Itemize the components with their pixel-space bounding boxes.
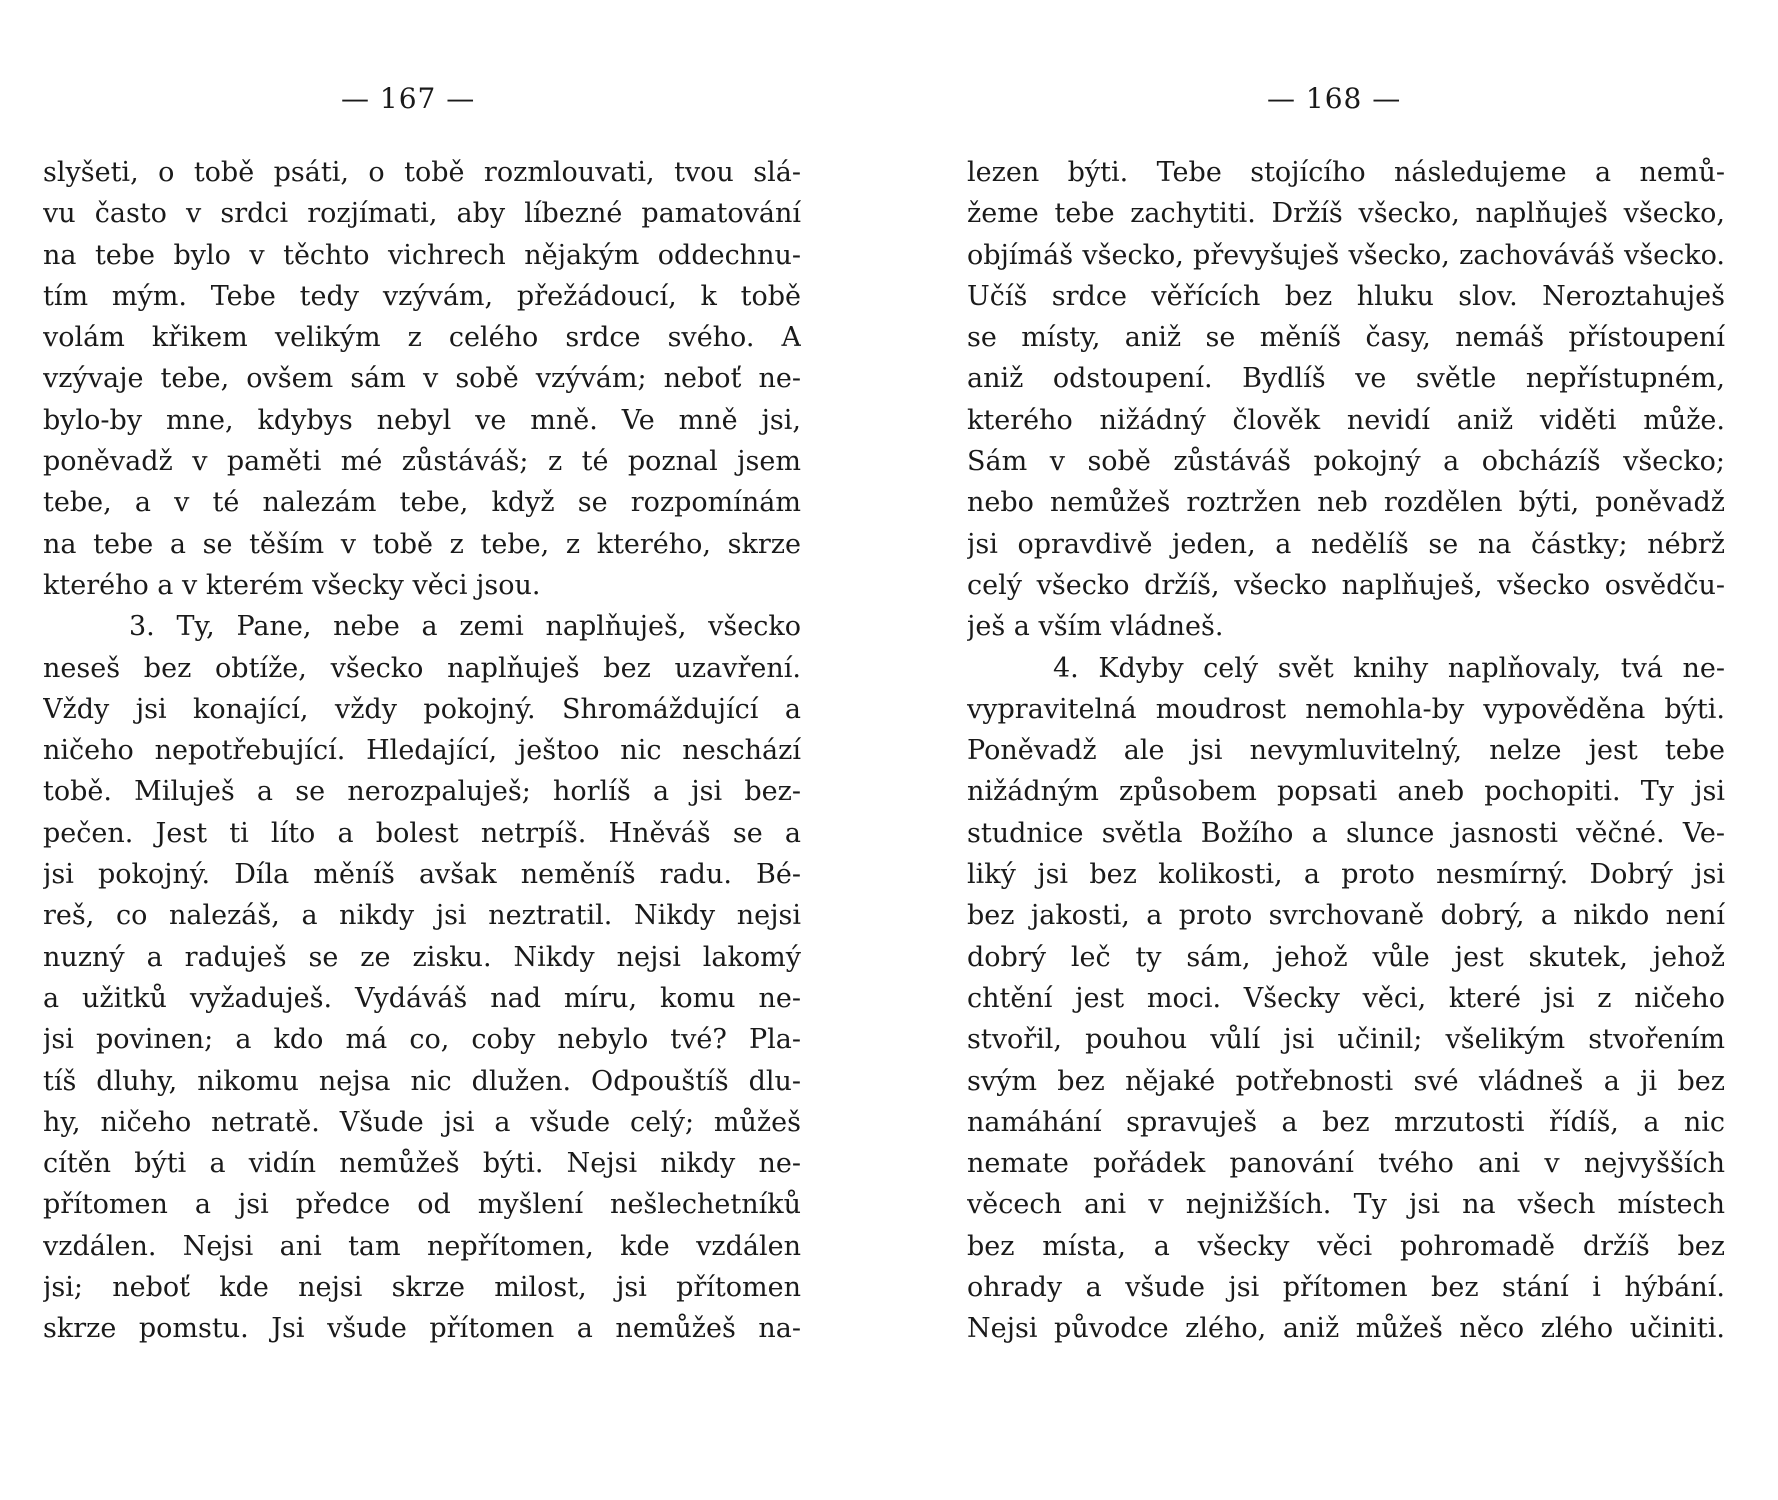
text-line: jsi; neboť kde nejsi skrze milost, jsi přítomen <box>43 1272 801 1304</box>
text-line: nemate pořádek panování tvého ani v nejvyšších <box>967 1148 1725 1180</box>
text-line: cítěn býti a vidín nemůžeš býti. Nejsi nikdy ne- <box>43 1148 801 1180</box>
text-line: hy, ničeho netratě. Všude jsi a všude celý; můžeš <box>43 1106 801 1138</box>
text-line: stvořil, pouhou vůlí jsi učinil; všelikým stvořením <box>967 1024 1725 1056</box>
text-line: Poněvadž ale jsi nevymluvitelný, nelze jest tebe <box>967 735 1725 767</box>
text-line: pečen. Jest ti líto a bolest netrpíš. Hněváš se a <box>43 817 801 849</box>
text-line: Nejsi původce zlého, aniž můžeš něco zlého učiniti. <box>967 1313 1725 1345</box>
text-line: a užitků vyžaduješ. Vydáváš nad míru, komu ne- <box>43 982 801 1014</box>
text-line: slyšeti, o tobě psáti, o tobě rozmlouvati, tvou slá- <box>43 157 801 188</box>
text-line: chtění jest moci. Všecky věci, které jsi z ničeho <box>967 982 1725 1014</box>
text-line: vzývaje tebe, ovšem sám v sobě vzývám; neboť ne- <box>43 363 801 395</box>
text-line: na tebe bylo v těchto vichrech nějakým oddechnu- <box>43 239 801 271</box>
text-line: ohrady a všude jsi přítomen bez stání i hýbání. <box>967 1272 1725 1304</box>
text-line: na tebe a se těším v tobě z tebe, z kterého, skrze <box>43 528 801 560</box>
text-line: se místy, aniž se měníš časy, nemáš přístoupení <box>967 322 1725 354</box>
text-line: volám křikem velikým z celého srdce svého. A <box>43 322 801 354</box>
text-line: svým bez nějaké potřebnosti své vládneš a ji bez <box>967 1065 1725 1097</box>
text-line: tebe, a v té nalezám tebe, když se rozpomínám <box>43 487 801 519</box>
text-line: jsi opravdivě jeden, a nedělíš se na částky; nébrž <box>967 528 1725 560</box>
text-line: nuzný a raduješ se ze zisku. Nikdy nejsi lakomý <box>43 941 801 973</box>
text-line: vzdálen. Nejsi ani tam nepřítomen, kde vzdálen <box>43 1230 801 1262</box>
text-line: 3. Ty, Pane, nebe a zemi naplňuješ, všecko <box>129 611 801 643</box>
text-line: celý všecko držíš, všecko naplňuješ, všecko osvědču- <box>967 569 1725 601</box>
text-line: 4. Kdyby celý svět knihy naplňovaly, tvá ne- <box>1053 652 1725 684</box>
text-line: dobrý leč ty sám, jehož vůle jest skutek, jehož <box>967 941 1725 973</box>
text-line: bez jakosti, a proto svrchovaně dobrý, a nikdo není <box>967 900 1725 932</box>
text-line: bylo-by mne, kdybys nebyl ve mně. Ve mně jsi, <box>43 404 801 436</box>
text-line: liký jsi bez kolikosti, a proto nesmírný. Dobrý jsi <box>967 859 1725 891</box>
text-line: žeme tebe zachytiti. Držíš všecko, naplňuješ všecko, <box>967 198 1725 230</box>
text-line: poněvadž v paměti mé zůstáváš; z té poznal jsem <box>43 446 801 478</box>
text-line: vypravitelná moudrost nemohla-by vypověděna býti. <box>967 693 1725 725</box>
text-line: kterého nižádný člověk nevidí aniž viděti může. <box>967 404 1725 436</box>
text-line: kterého a v kterém všecky věci jsou. <box>43 569 541 601</box>
text-line: věcech ani v nejnižších. Ty jsi na všech místech <box>967 1189 1725 1221</box>
right-page <box>889 0 1778 1500</box>
right-page-text <box>967 152 1725 1350</box>
text-line: studnice světla Božího a slunce jasnosti věčné. Ve- <box>967 817 1725 849</box>
text-line: lezen býti. Tebe stojícího následujeme a nemů- <box>967 157 1725 188</box>
text-line: neseš bez obtíže, všecko naplňuješ bez uzavření. <box>43 652 801 684</box>
text-line: aniž odstoupení. Bydlíš ve světle nepřístupném, <box>967 363 1725 395</box>
page-number-left: — 167 — <box>341 82 476 115</box>
text-line: nižádným způsobem popsati aneb pochopiti. Ty jsi <box>967 776 1725 808</box>
text-line: skrze pomstu. Jsi všude přítomen a nemůžeš na- <box>43 1313 801 1345</box>
text-line: jsi pokojný. Díla měníš avšak neměníš radu. Bé- <box>43 859 801 891</box>
text-line: Vždy jsi konající, vždy pokojný. Shromáždující a <box>43 693 801 725</box>
text-line: reš, co nalezáš, a nikdy jsi neztratil. Nikdy nejsi <box>43 900 801 932</box>
text-line: bez místa, a všecky věci pohromadě držíš bez <box>967 1230 1725 1262</box>
text-line: objímáš všecko, převyšuješ všecko, zachováváš všecko. <box>967 239 1725 271</box>
text-line: tím mým. Tebe tedy vzývám, přežádoucí, k tobě <box>43 280 801 312</box>
text-line: ješ a vším vládneš. <box>967 611 1224 643</box>
text-line: Sám v sobě zůstáváš pokojný a obcházíš všecko; <box>967 446 1725 478</box>
left-page-text <box>43 152 801 1350</box>
text-line: jsi povinen; a kdo má co, coby nebylo tvé? Pla- <box>43 1024 801 1056</box>
text-line: Učíš srdce věřících bez hluku slov. Neroztahuješ <box>967 280 1725 312</box>
text-line: tíš dluhy, nikomu nejsa nic dlužen. Odpouštíš dlu- <box>43 1065 801 1097</box>
text-line: přítomen a jsi předce od myšlení nešlechetníků <box>43 1189 801 1221</box>
text-line: tobě. Miluješ a se nerozpaluješ; horlíš a jsi bez- <box>43 776 801 808</box>
text-line: nebo nemůžeš roztržen neb rozdělen býti, poněvadž <box>967 487 1725 519</box>
text-line: vu často v srdci rozjímati, aby líbezné pamatování <box>43 198 801 230</box>
page-number-right: — 168 — <box>1267 82 1402 115</box>
text-line: ničeho nepotřebující. Hledající, ještoo nic neschází <box>43 735 801 767</box>
text-line: namáhání spravuješ a bez mrzutosti řídíš, a nic <box>967 1106 1725 1138</box>
